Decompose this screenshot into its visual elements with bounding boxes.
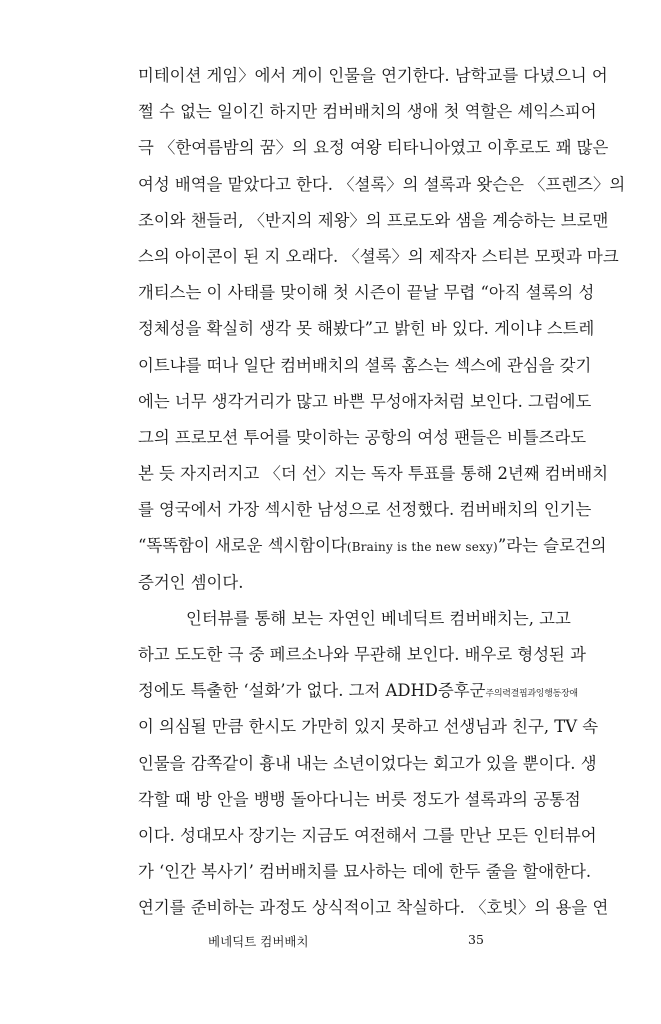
- text-line: 극 〈한여름밤의 꿈〉의 요정 여왕 티타니아였고 이후로도 꽤 많은: [138, 138, 609, 158]
- slogan-suffix: ”라는 슬로건의: [497, 536, 607, 556]
- slogan-korean: “똑똑함이 새로운 섹시함이다: [138, 536, 347, 556]
- text-line: 그의 프로모션 투어를 맞이하는 공항의 여성 팬들은 비틀즈라도: [138, 427, 587, 447]
- body-text: [138, 58, 626, 927]
- paragraph-start-line: 인터뷰를 통해 보는 자연인 베네딕트 컴버배치는, 고고: [186, 608, 571, 628]
- text-line: 이다. 성대모사 장기는 지금도 여전해서 그를 만난 모든 인터뷰어: [138, 825, 597, 845]
- text-line: 이트냐를 떠나 일단 컴버배치의 셜록 홈스는 섹스에 관심을 갖기: [138, 355, 592, 375]
- text-line: 스의 아이콘이 된 지 오래다. 〈셜록〉의 제작자 스티븐 모펏과 마크: [138, 246, 619, 266]
- text-line: 이 의심될 만큼 한시도 가만히 있지 못하고 선생님과 친구, TV 속: [138, 717, 599, 737]
- text-line: 정체성을 확실히 생각 못 해봤다”고 밝힌 바 있다. 게이냐 스트레: [138, 319, 595, 339]
- text-line: 인물을 감쪽같이 흉내 내는 소년이었다는 회고가 있을 뿐이다. 생: [138, 753, 597, 773]
- text-line: 조이와 챈들러, 〈반지의 제왕〉의 프로도와 샘을 계승하는 브로맨: [138, 210, 609, 230]
- text-line: 에는 너무 생각거리가 많고 바쁜 무성애자처럼 보인다. 그럼에도: [138, 391, 592, 411]
- adhd-text: 정에도 특출한 ‘설화’가 없다. 그저 ADHD증후군: [138, 681, 486, 701]
- running-footer-title: 베네딕트 컴버배치: [208, 934, 309, 949]
- paragraph-end-line: 증거인 셈이다.: [138, 572, 244, 592]
- text-line: 본 듯 자지러지고 〈더 선〉지는 독자 투표를 통해 2년째 컴버배치: [138, 464, 609, 484]
- text-line: 연기를 준비하는 과정도 상식적이고 착실하다. 〈호빗〉의 용을 연: [138, 898, 609, 918]
- text-line: 개티스는 이 사태를 맞이해 첫 시즌이 끝날 무렵 “아직 셜록의 성: [138, 283, 595, 303]
- page-number: 35: [468, 932, 484, 947]
- text-line: 를 영국에서 가장 섹시한 남성으로 선정했다. 컴버배치의 인기는: [138, 500, 592, 520]
- text-line: 가 ‘인간 복사기’ 컴버배치를 묘사하는 데에 한두 줄을 할애한다.: [138, 862, 592, 882]
- text-line: 하고 도도한 극 중 페르소나와 무관해 보인다. 배우로 형성된 과: [138, 645, 586, 664]
- text-line: 여성 배역을 맡았다고 한다. 〈셜록〉의 셜록과 왓슨은 〈프렌즈〉의: [138, 174, 626, 194]
- text-line-with-note: [138, 673, 578, 709]
- text-line: 각할 때 방 안을 뱅뱅 돌아다니는 버릇 정도가 셜록과의 공통점: [138, 789, 581, 809]
- text-line: 쩔 수 없는 일이긴 하지만 컴버배치의 생애 첫 역할은 셰익스피어: [138, 102, 597, 122]
- adhd-annotation: 주의력결핍과잉행동장애: [485, 689, 578, 700]
- page-footer: [0, 928, 661, 952]
- text-line-slogan: [138, 528, 607, 564]
- slogan-english: (Brainy is the new sexy): [346, 540, 498, 555]
- text-line: 미테이션 게임〉에서 게이 인물을 연기한다. 남학교를 다녔으니 어: [138, 66, 608, 85]
